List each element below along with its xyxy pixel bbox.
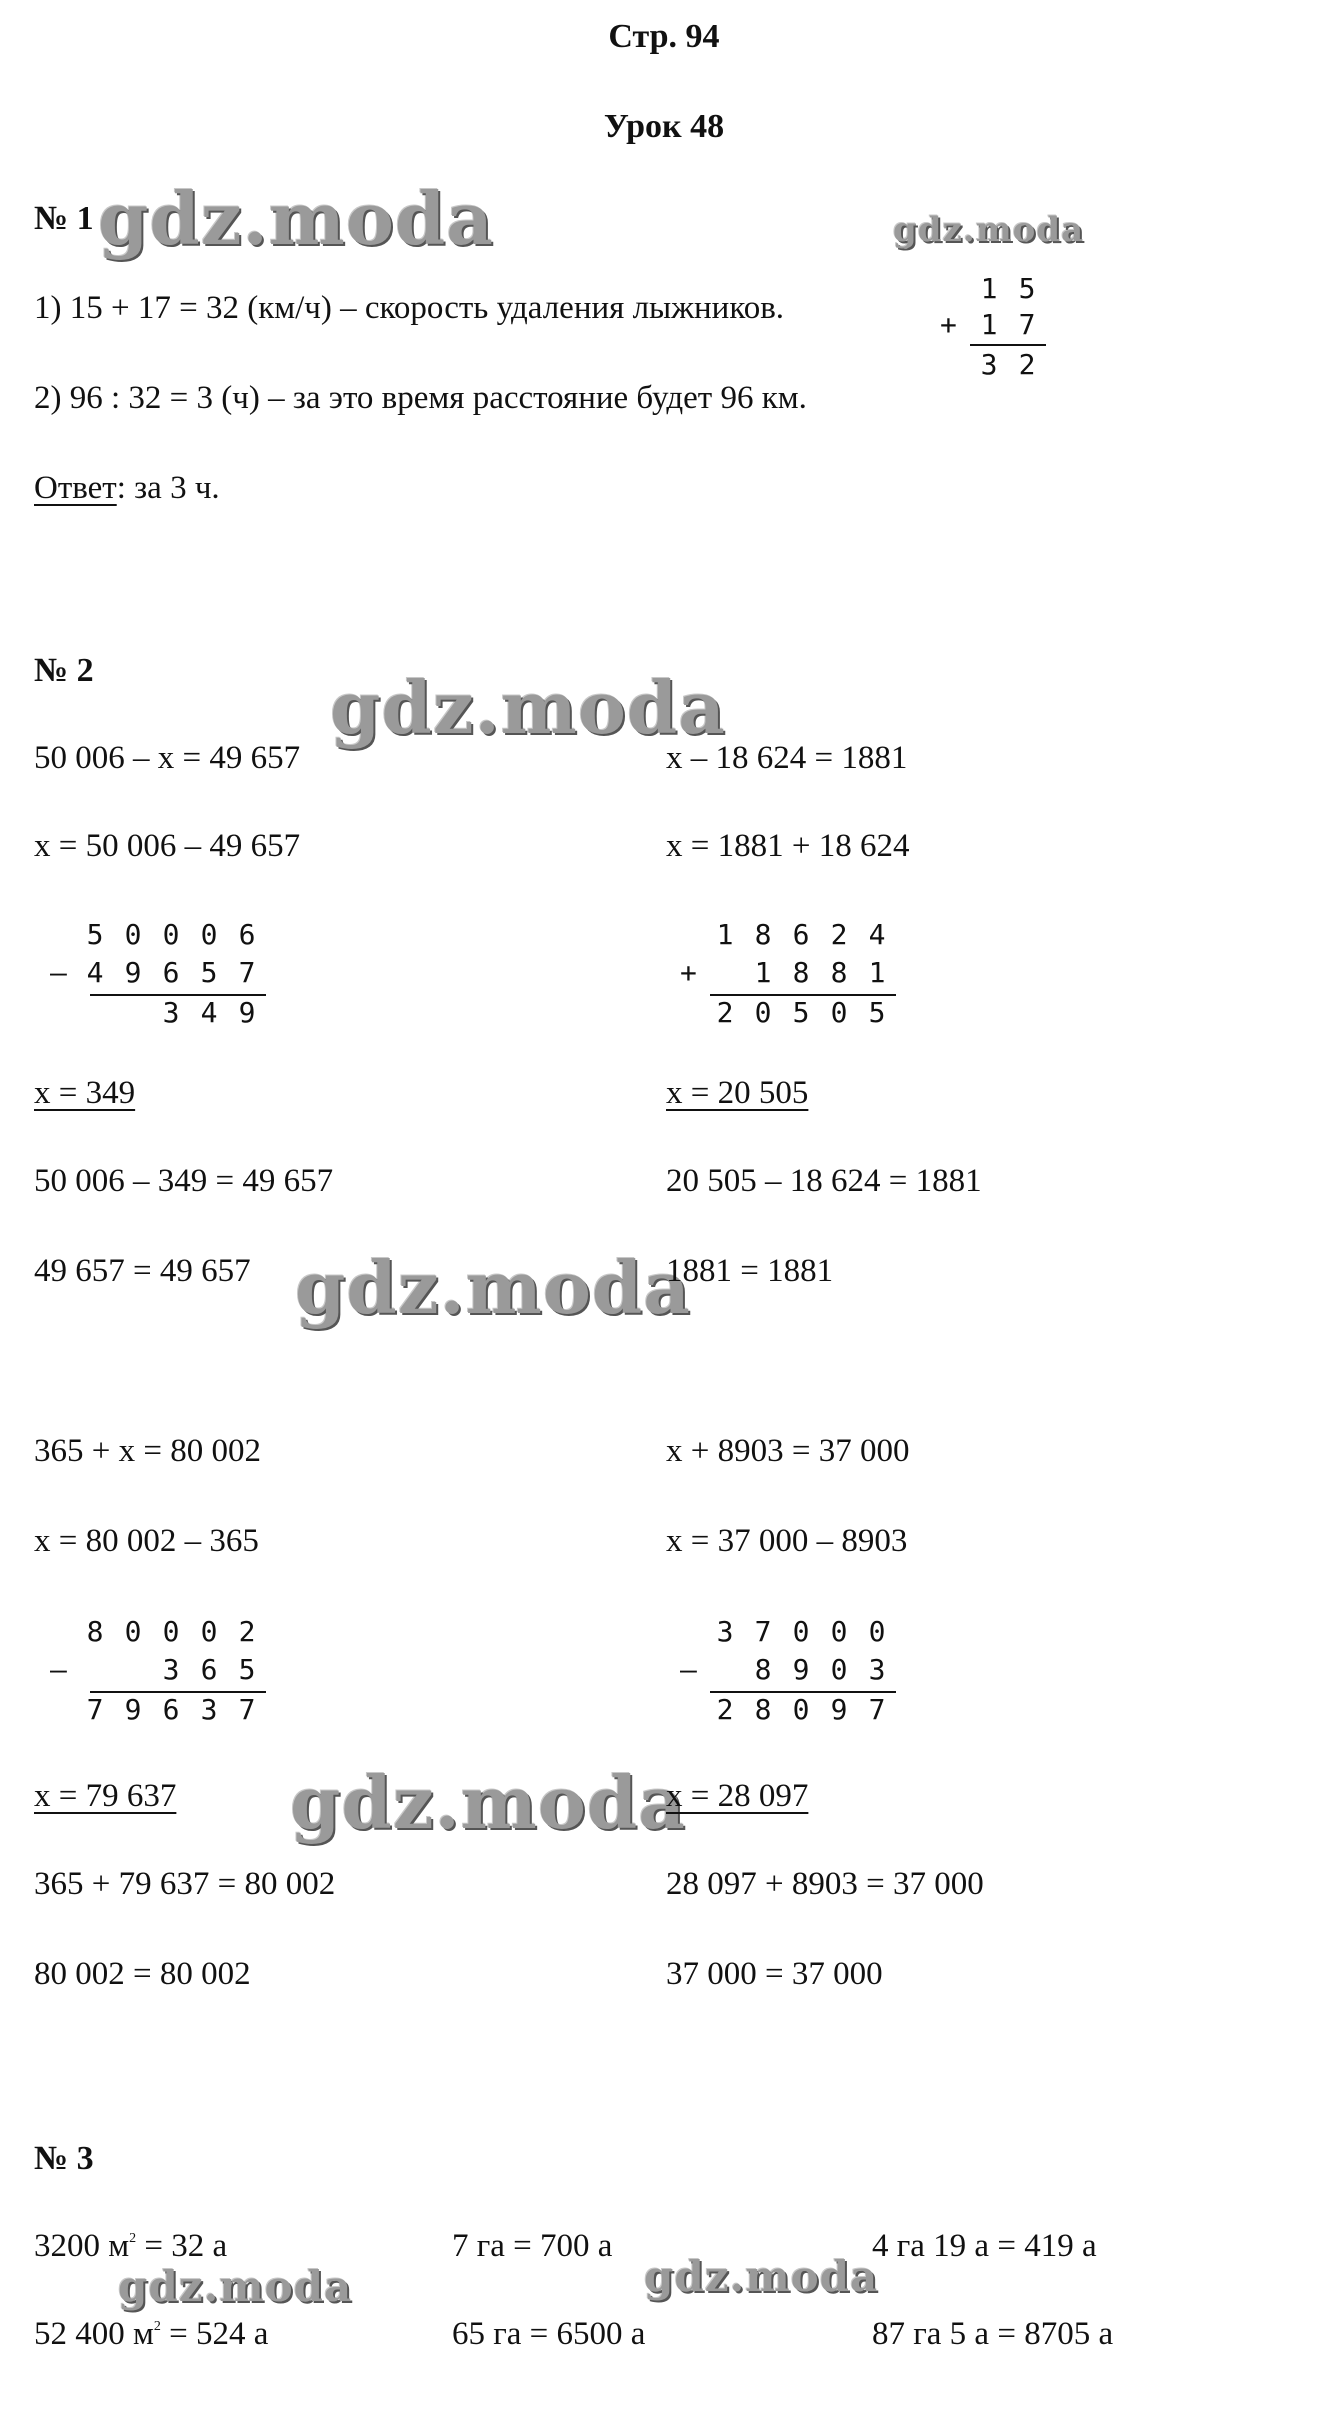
digit: 6 xyxy=(238,918,256,951)
check-result: 37 000 = 37 000 xyxy=(666,1956,883,1992)
digit: = 524 а xyxy=(160,2316,269,2352)
result: x = 28 097 xyxy=(666,1778,809,1814)
digit: 8 xyxy=(830,956,848,989)
digit: 3 xyxy=(162,996,180,1029)
digit: 2 xyxy=(716,996,734,1029)
operator-sign: – xyxy=(50,956,67,989)
digit: 3 xyxy=(868,1653,886,1686)
check: 50 006 – 349 = 49 657 xyxy=(34,1163,334,1199)
page-title: Стр. 94 xyxy=(608,18,720,55)
digit: 1 xyxy=(868,956,886,989)
digit: 7 xyxy=(868,1693,886,1726)
task1-label: № 1 xyxy=(34,200,94,237)
digit: 8 xyxy=(754,918,772,951)
task2-label: № 2 xyxy=(34,652,94,689)
digit: 2 xyxy=(716,1693,734,1726)
digit: 3 xyxy=(200,1693,218,1726)
answer-label: Ответ xyxy=(34,470,117,506)
watermark: gdz.moda xyxy=(330,665,726,750)
result: x = 79 637 xyxy=(34,1778,177,1814)
digit: 5 xyxy=(200,956,218,989)
check: 365 + 79 637 = 80 002 xyxy=(34,1866,336,1902)
task1-step1: 1) 15 + 17 = 32 (км/ч) – скорость удаления лыжников. xyxy=(34,290,785,326)
digit: 3 xyxy=(716,1615,734,1648)
digit: 3200 м xyxy=(34,2228,130,2264)
check-result: 1881 = 1881 xyxy=(666,1253,834,1289)
column-row xyxy=(76,1693,266,1726)
task3-label: № 3 xyxy=(34,2140,94,2177)
task1-column-calc xyxy=(940,272,1060,392)
digit: 8 xyxy=(754,1653,772,1686)
result: x = 349 xyxy=(34,1075,136,1111)
digit: 7 xyxy=(238,956,256,989)
digit: 9 xyxy=(830,1693,848,1726)
digit: 52 400 м xyxy=(34,2316,154,2352)
digit: 0 xyxy=(162,918,180,951)
check: 28 097 + 8903 = 37 000 xyxy=(666,1866,984,1902)
digit: 6 xyxy=(162,956,180,989)
digit: 7 xyxy=(754,1615,772,1648)
column-row xyxy=(970,308,1046,341)
column-calc xyxy=(50,918,270,1038)
operator-sign: – xyxy=(50,1653,67,1686)
column-calc xyxy=(50,1615,270,1735)
equation: x – 18 624 = 1881 xyxy=(666,740,908,776)
equation-step: x = 37 000 – 8903 xyxy=(666,1523,908,1559)
digit: 9 xyxy=(238,996,256,1029)
digit: 1 xyxy=(716,918,734,951)
check-result: 49 657 = 49 657 xyxy=(34,1253,251,1289)
column-row xyxy=(970,272,1046,305)
result: x = 20 505 xyxy=(666,1075,809,1111)
digit xyxy=(706,1653,744,1686)
digit: 8 xyxy=(792,956,810,989)
equation: x + 8903 = 37 000 xyxy=(666,1433,910,1469)
digit xyxy=(76,1653,114,1686)
digit: 1 xyxy=(980,272,998,305)
equation: 365 + x = 80 002 xyxy=(34,1433,261,1469)
watermark: gdz.moda xyxy=(893,210,1085,250)
digit: 5 xyxy=(792,996,810,1029)
task1-step2: 2) 96 : 32 = 3 (ч) – за это время расстояние будет 96 км. xyxy=(34,380,807,416)
column-row xyxy=(706,1693,896,1726)
digit: 0 xyxy=(124,1615,142,1648)
digit: 2 xyxy=(1018,348,1036,381)
column-row xyxy=(706,956,896,989)
column-row xyxy=(76,1615,266,1648)
digit: 2 xyxy=(238,1615,256,1648)
digit: 1 xyxy=(754,956,772,989)
digit: 0 xyxy=(200,918,218,951)
watermark: gdz.moda xyxy=(644,2252,879,2301)
digit xyxy=(114,996,152,1029)
digit: 3 xyxy=(162,1653,180,1686)
digit: 7 xyxy=(86,1693,104,1726)
digit: 0 xyxy=(754,996,772,1029)
watermark: gdz.moda xyxy=(290,1760,686,1845)
column-row xyxy=(706,996,896,1029)
digit: 0 xyxy=(830,996,848,1029)
conversion xyxy=(34,2316,268,2353)
digit xyxy=(706,956,744,989)
column-calc xyxy=(680,1615,900,1735)
digit: 0 xyxy=(200,1615,218,1648)
operator-sign: + xyxy=(940,308,957,341)
digit: 6 xyxy=(162,1693,180,1726)
digit: 4 xyxy=(86,956,104,989)
lesson-title: Урок 48 xyxy=(603,108,725,145)
operator-sign: + xyxy=(680,956,697,989)
digit: 6 xyxy=(200,1653,218,1686)
conversion: 65 га = 6500 а xyxy=(452,2316,646,2352)
superscript: 2 xyxy=(153,2319,161,2334)
column-row xyxy=(76,996,266,1029)
digit: 0 xyxy=(830,1653,848,1686)
column-row xyxy=(706,918,896,951)
watermark: gdz.moda xyxy=(98,176,494,261)
answer-text: : за 3 ч. xyxy=(116,470,220,506)
digit: 5 xyxy=(1018,272,1036,305)
check: 20 505 – 18 624 = 1881 xyxy=(666,1163,982,1199)
superscript: 2 xyxy=(129,2231,137,2246)
digit: 9 xyxy=(124,1693,142,1726)
digit: 5 xyxy=(86,918,104,951)
digit: 0 xyxy=(868,1615,886,1648)
digit: 0 xyxy=(162,1615,180,1648)
watermark: gdz.moda xyxy=(118,2262,353,2311)
column-row xyxy=(706,1615,896,1648)
digit: 8 xyxy=(86,1615,104,1648)
conversion: 87 га 5 а = 8705 а xyxy=(872,2316,1114,2352)
digit: 0 xyxy=(792,1615,810,1648)
digit: 2 xyxy=(830,918,848,951)
column-row xyxy=(76,956,266,989)
digit: 6 xyxy=(792,918,810,951)
digit: 9 xyxy=(124,956,142,989)
task1-answer xyxy=(34,470,220,507)
digit: 0 xyxy=(124,918,142,951)
digit: 7 xyxy=(1018,308,1036,341)
column-calc xyxy=(680,918,900,1038)
conversion xyxy=(34,2228,227,2265)
column-row xyxy=(76,918,266,951)
conversion: 4 га 19 а = 419 а xyxy=(872,2228,1097,2264)
equation-step: x = 50 006 – 49 657 xyxy=(34,828,301,864)
digit: 9 xyxy=(792,1653,810,1686)
operator-sign: – xyxy=(680,1653,697,1686)
conversion: 7 га = 700 а xyxy=(452,2228,613,2264)
digit xyxy=(114,1653,152,1686)
digit: 3 xyxy=(980,348,998,381)
column-row xyxy=(76,1653,266,1686)
watermark: gdz.moda xyxy=(295,1245,691,1330)
digit: 4 xyxy=(200,996,218,1029)
column-row xyxy=(706,1653,896,1686)
equation-step: x = 1881 + 18 624 xyxy=(666,828,910,864)
equation-step: x = 80 002 – 365 xyxy=(34,1523,259,1559)
digit: 7 xyxy=(238,1693,256,1726)
column-underline xyxy=(970,344,1046,346)
digit: 8 xyxy=(754,1693,772,1726)
digit: 0 xyxy=(830,1615,848,1648)
digit: = 32 а xyxy=(136,2228,228,2264)
digit: 5 xyxy=(238,1653,256,1686)
check-result: 80 002 = 80 002 xyxy=(34,1956,251,1992)
digit: 1 xyxy=(980,308,998,341)
equation: 50 006 – x = 49 657 xyxy=(34,740,301,776)
column-row xyxy=(970,348,1046,381)
digit: 0 xyxy=(792,1693,810,1726)
digit xyxy=(76,996,114,1029)
digit: 5 xyxy=(868,996,886,1029)
digit: 4 xyxy=(868,918,886,951)
